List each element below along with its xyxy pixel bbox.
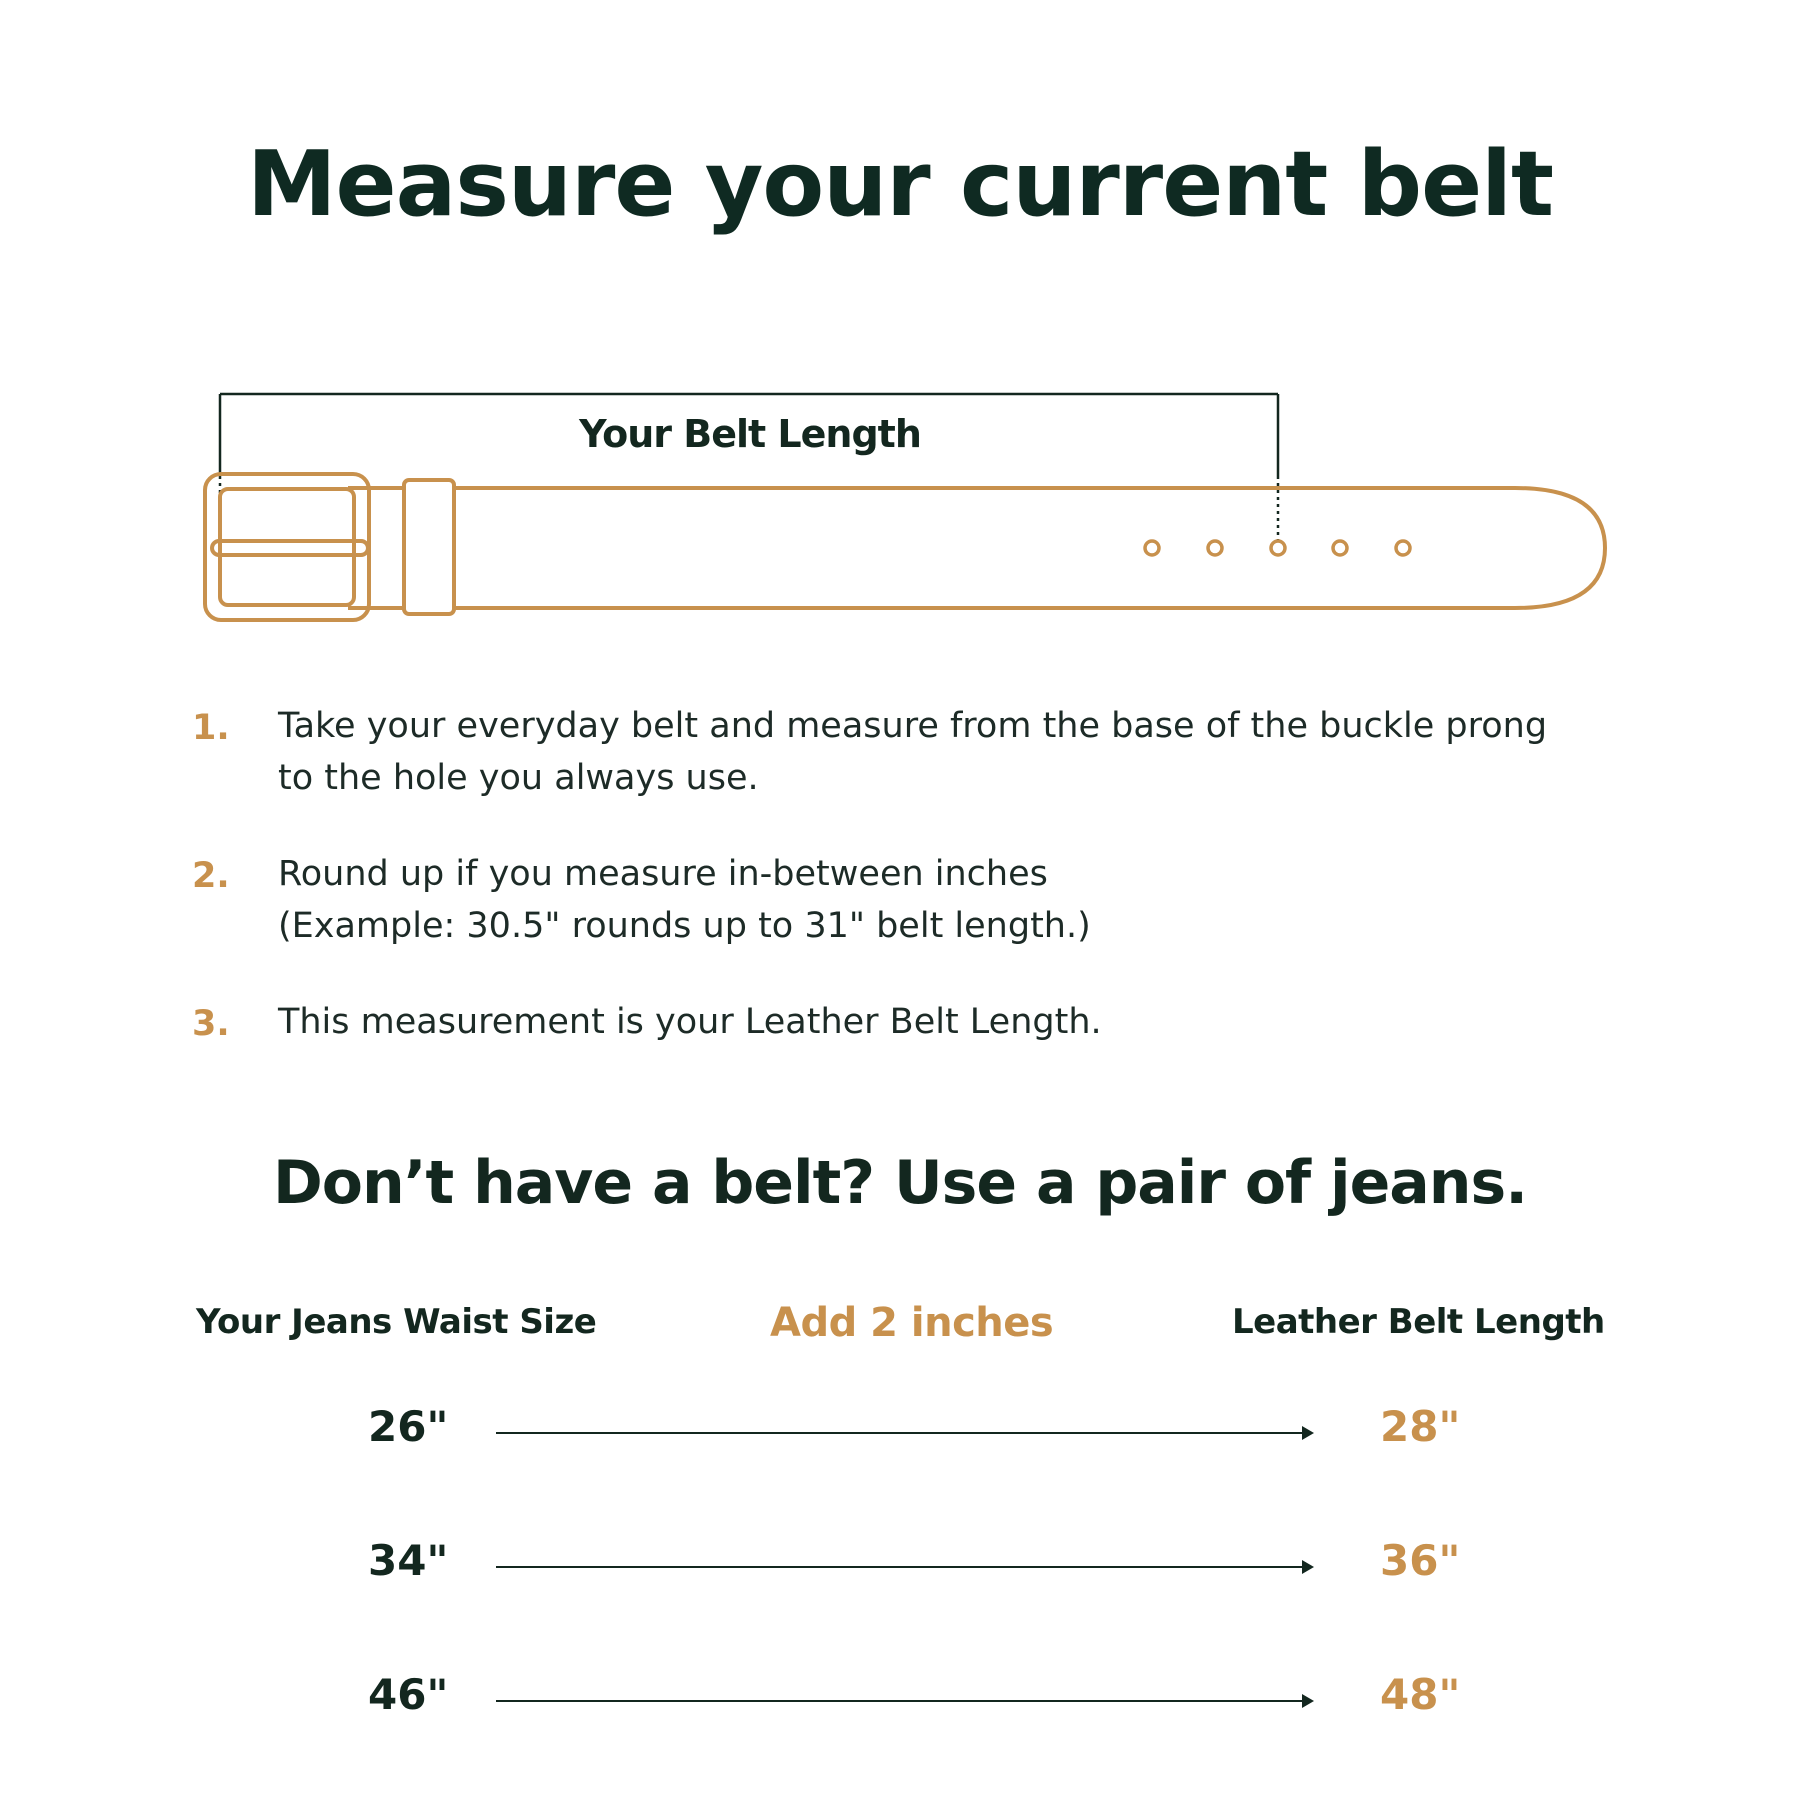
step-text: to the hole you always use. — [278, 758, 759, 798]
instruction-step — [192, 996, 1652, 1048]
belt-holes — [1145, 541, 1410, 555]
belt-length-value: 36" — [1380, 1536, 1461, 1585]
belt-strap — [455, 488, 1605, 608]
step-text: This measurement is your Leather Belt Length. — [278, 1002, 1102, 1042]
belt-diagram — [0, 0, 1800, 700]
step-number: 1. — [192, 708, 230, 748]
waist-size: 34" — [368, 1536, 449, 1585]
size-row — [0, 1402, 1800, 1462]
column-header-add: Add 2 inches — [770, 1300, 1054, 1346]
arrow-right-icon — [496, 1700, 1308, 1702]
belt-buckle — [205, 474, 404, 620]
column-header-waist: Your Jeans Waist Size — [196, 1302, 597, 1342]
step-text: (Example: 30.5" rounds up to 31" belt length.) — [278, 906, 1091, 946]
column-header-length: Leather Belt Length — [1232, 1302, 1605, 1342]
page-title: Measure your current belt — [246, 132, 1553, 237]
arrow-right-icon — [496, 1432, 1308, 1434]
belt-length-value: 28" — [1380, 1402, 1461, 1451]
waist-size: 46" — [368, 1670, 449, 1719]
waist-size: 26" — [368, 1402, 449, 1451]
section-heading: Don’t have a belt? Use a pair of jeans. — [272, 1148, 1528, 1218]
step-number: 3. — [192, 1004, 230, 1044]
step-text: Take your everyday belt and measure from the base of the buckle prong — [278, 706, 1548, 746]
arrow-right-icon — [496, 1566, 1308, 1568]
instruction-step — [192, 700, 1652, 804]
instruction-list — [192, 700, 1652, 1092]
step-number: 2. — [192, 856, 230, 896]
instruction-step — [192, 848, 1652, 952]
size-row — [0, 1536, 1800, 1596]
belt-length-value: 48" — [1380, 1670, 1461, 1719]
belt-length-label: Your Belt Length — [579, 412, 921, 456]
step-text: Round up if you measure in-between inches — [278, 854, 1048, 894]
belt-keeper — [404, 480, 454, 614]
size-row — [0, 1670, 1800, 1730]
